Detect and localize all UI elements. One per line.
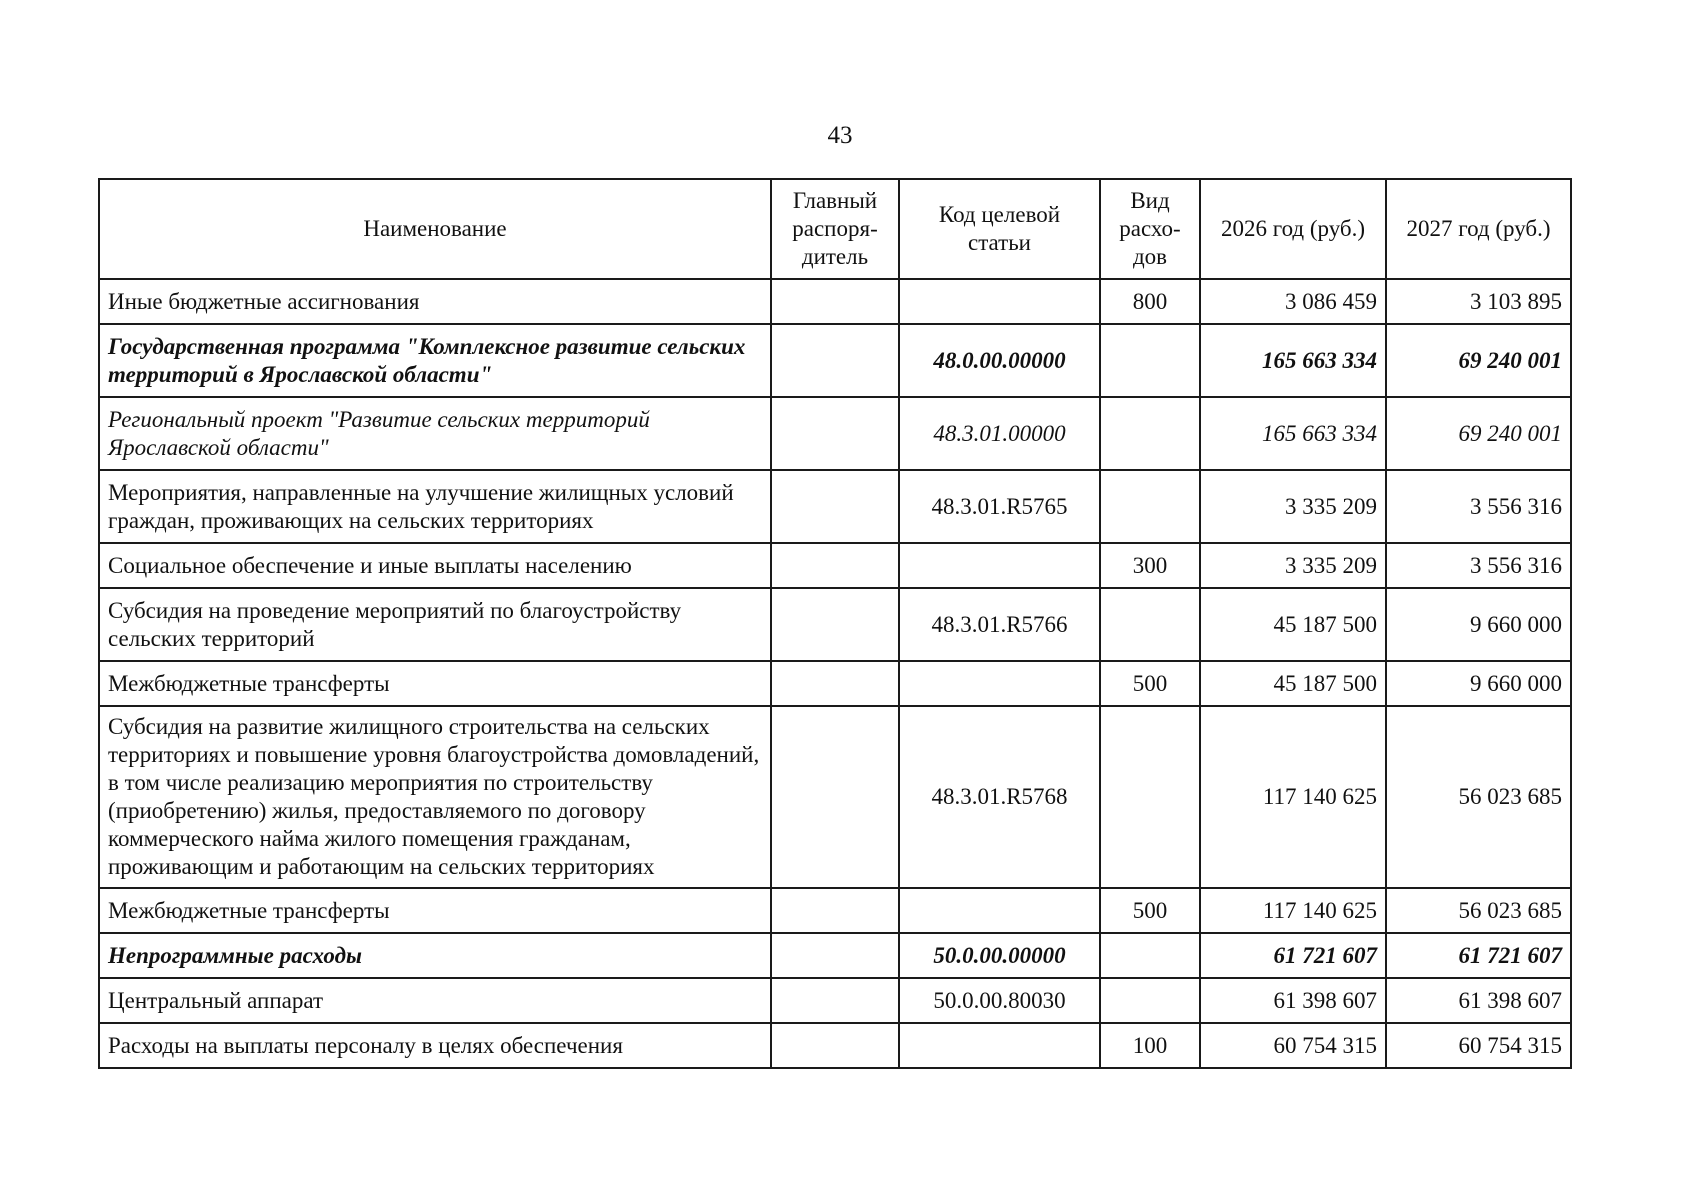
cell-name: Межбюджетные трансферты	[99, 661, 771, 706]
cell-manager	[771, 543, 899, 588]
header-code: Код целевой статьи	[899, 179, 1100, 279]
cell-code	[899, 661, 1100, 706]
cell-manager	[771, 1023, 899, 1068]
cell-type: 300	[1100, 543, 1200, 588]
header-type: Вид расхо-дов	[1100, 179, 1200, 279]
table-row	[99, 706, 1571, 888]
table-row	[99, 661, 1571, 706]
cell-name: Мероприятия, направленные на улучшение жилищных условий граждан, проживающих на сельских территориях	[99, 470, 771, 543]
table-row	[99, 888, 1571, 933]
budget-table	[98, 178, 1572, 1069]
header-2027: 2027 год (руб.)	[1386, 179, 1571, 279]
header-name: Наименование	[99, 179, 771, 279]
cell-type	[1100, 324, 1200, 397]
cell-name: Центральный аппарат	[99, 978, 771, 1023]
cell-type	[1100, 933, 1200, 978]
cell-2027: 69 240 001	[1386, 397, 1571, 470]
cell-2026: 165 663 334	[1200, 324, 1386, 397]
cell-code: 48.3.01.R5766	[899, 588, 1100, 661]
table-row	[99, 933, 1571, 978]
cell-2027: 3 556 316	[1386, 543, 1571, 588]
table-row	[99, 470, 1571, 543]
cell-name: Субсидия на развитие жилищного строительства на сельских территориях и повышение уровня благоустройства домовладений, в том числе реализацию мероприятия по строительству (приобретению) жилья, предоставляемого по договору коммерческого найма жилого помещения гражданам, проживающим и работающим на сельских территориях	[99, 706, 771, 888]
cell-type	[1100, 397, 1200, 470]
cell-2026: 45 187 500	[1200, 661, 1386, 706]
cell-code: 48.3.01.R5768	[899, 706, 1100, 888]
cell-2026: 165 663 334	[1200, 397, 1386, 470]
cell-name: Иные бюджетные ассигнования	[99, 279, 771, 324]
cell-code: 48.3.01.R5765	[899, 470, 1100, 543]
cell-2027: 9 660 000	[1386, 588, 1571, 661]
table-row	[99, 543, 1571, 588]
cell-2026: 61 721 607	[1200, 933, 1386, 978]
cell-name: Социальное обеспечение и иные выплаты населению	[99, 543, 771, 588]
cell-manager	[771, 397, 899, 470]
cell-2026: 117 140 625	[1200, 706, 1386, 888]
cell-manager	[771, 470, 899, 543]
cell-name: Субсидия на проведение мероприятий по благоустройству сельских территорий	[99, 588, 771, 661]
table-row	[99, 1023, 1571, 1068]
cell-name: Государственная программа "Комплексное развитие сельских территорий в Ярославской области"	[99, 324, 771, 397]
cell-type	[1100, 588, 1200, 661]
cell-2027: 61 398 607	[1386, 978, 1571, 1023]
cell-2027: 61 721 607	[1386, 933, 1571, 978]
cell-name: Расходы на выплаты персоналу в целях обеспечения	[99, 1023, 771, 1068]
cell-type: 800	[1100, 279, 1200, 324]
cell-code: 48.3.01.00000	[899, 397, 1100, 470]
cell-2026: 117 140 625	[1200, 888, 1386, 933]
cell-manager	[771, 279, 899, 324]
cell-code	[899, 1023, 1100, 1068]
cell-manager	[771, 933, 899, 978]
cell-type: 500	[1100, 661, 1200, 706]
table-row	[99, 279, 1571, 324]
cell-type: 500	[1100, 888, 1200, 933]
table-row	[99, 397, 1571, 470]
cell-manager	[771, 661, 899, 706]
cell-manager	[771, 588, 899, 661]
cell-manager	[771, 978, 899, 1023]
cell-name: Региональный проект "Развитие сельских территорий Ярославской области"	[99, 397, 771, 470]
cell-type	[1100, 978, 1200, 1023]
cell-manager	[771, 888, 899, 933]
cell-2027: 9 660 000	[1386, 661, 1571, 706]
cell-name: Межбюджетные трансферты	[99, 888, 771, 933]
cell-code	[899, 543, 1100, 588]
table-row	[99, 588, 1571, 661]
cell-code: 50.0.00.80030	[899, 978, 1100, 1023]
cell-manager	[771, 706, 899, 888]
cell-2026: 61 398 607	[1200, 978, 1386, 1023]
cell-2026: 60 754 315	[1200, 1023, 1386, 1068]
cell-2027: 56 023 685	[1386, 706, 1571, 888]
table-row	[99, 324, 1571, 397]
cell-manager	[771, 324, 899, 397]
header-manager: Главный распоря-дитель	[771, 179, 899, 279]
cell-2027: 60 754 315	[1386, 1023, 1571, 1068]
cell-2026: 3 335 209	[1200, 543, 1386, 588]
cell-code	[899, 888, 1100, 933]
cell-code: 50.0.00.00000	[899, 933, 1100, 978]
cell-type	[1100, 470, 1200, 543]
cell-name: Непрограммные расходы	[99, 933, 771, 978]
cell-2027: 3 103 895	[1386, 279, 1571, 324]
cell-type	[1100, 706, 1200, 888]
cell-2027: 69 240 001	[1386, 324, 1571, 397]
cell-2027: 56 023 685	[1386, 888, 1571, 933]
table-header-row	[99, 179, 1571, 279]
cell-2026: 3 086 459	[1200, 279, 1386, 324]
table-row	[99, 978, 1571, 1023]
header-2026: 2026 год (руб.)	[1200, 179, 1386, 279]
cell-2026: 45 187 500	[1200, 588, 1386, 661]
cell-2027: 3 556 316	[1386, 470, 1571, 543]
cell-code: 48.0.00.00000	[899, 324, 1100, 397]
cell-code	[899, 279, 1100, 324]
page-number: 43	[827, 122, 853, 149]
cell-2026: 3 335 209	[1200, 470, 1386, 543]
cell-type: 100	[1100, 1023, 1200, 1068]
